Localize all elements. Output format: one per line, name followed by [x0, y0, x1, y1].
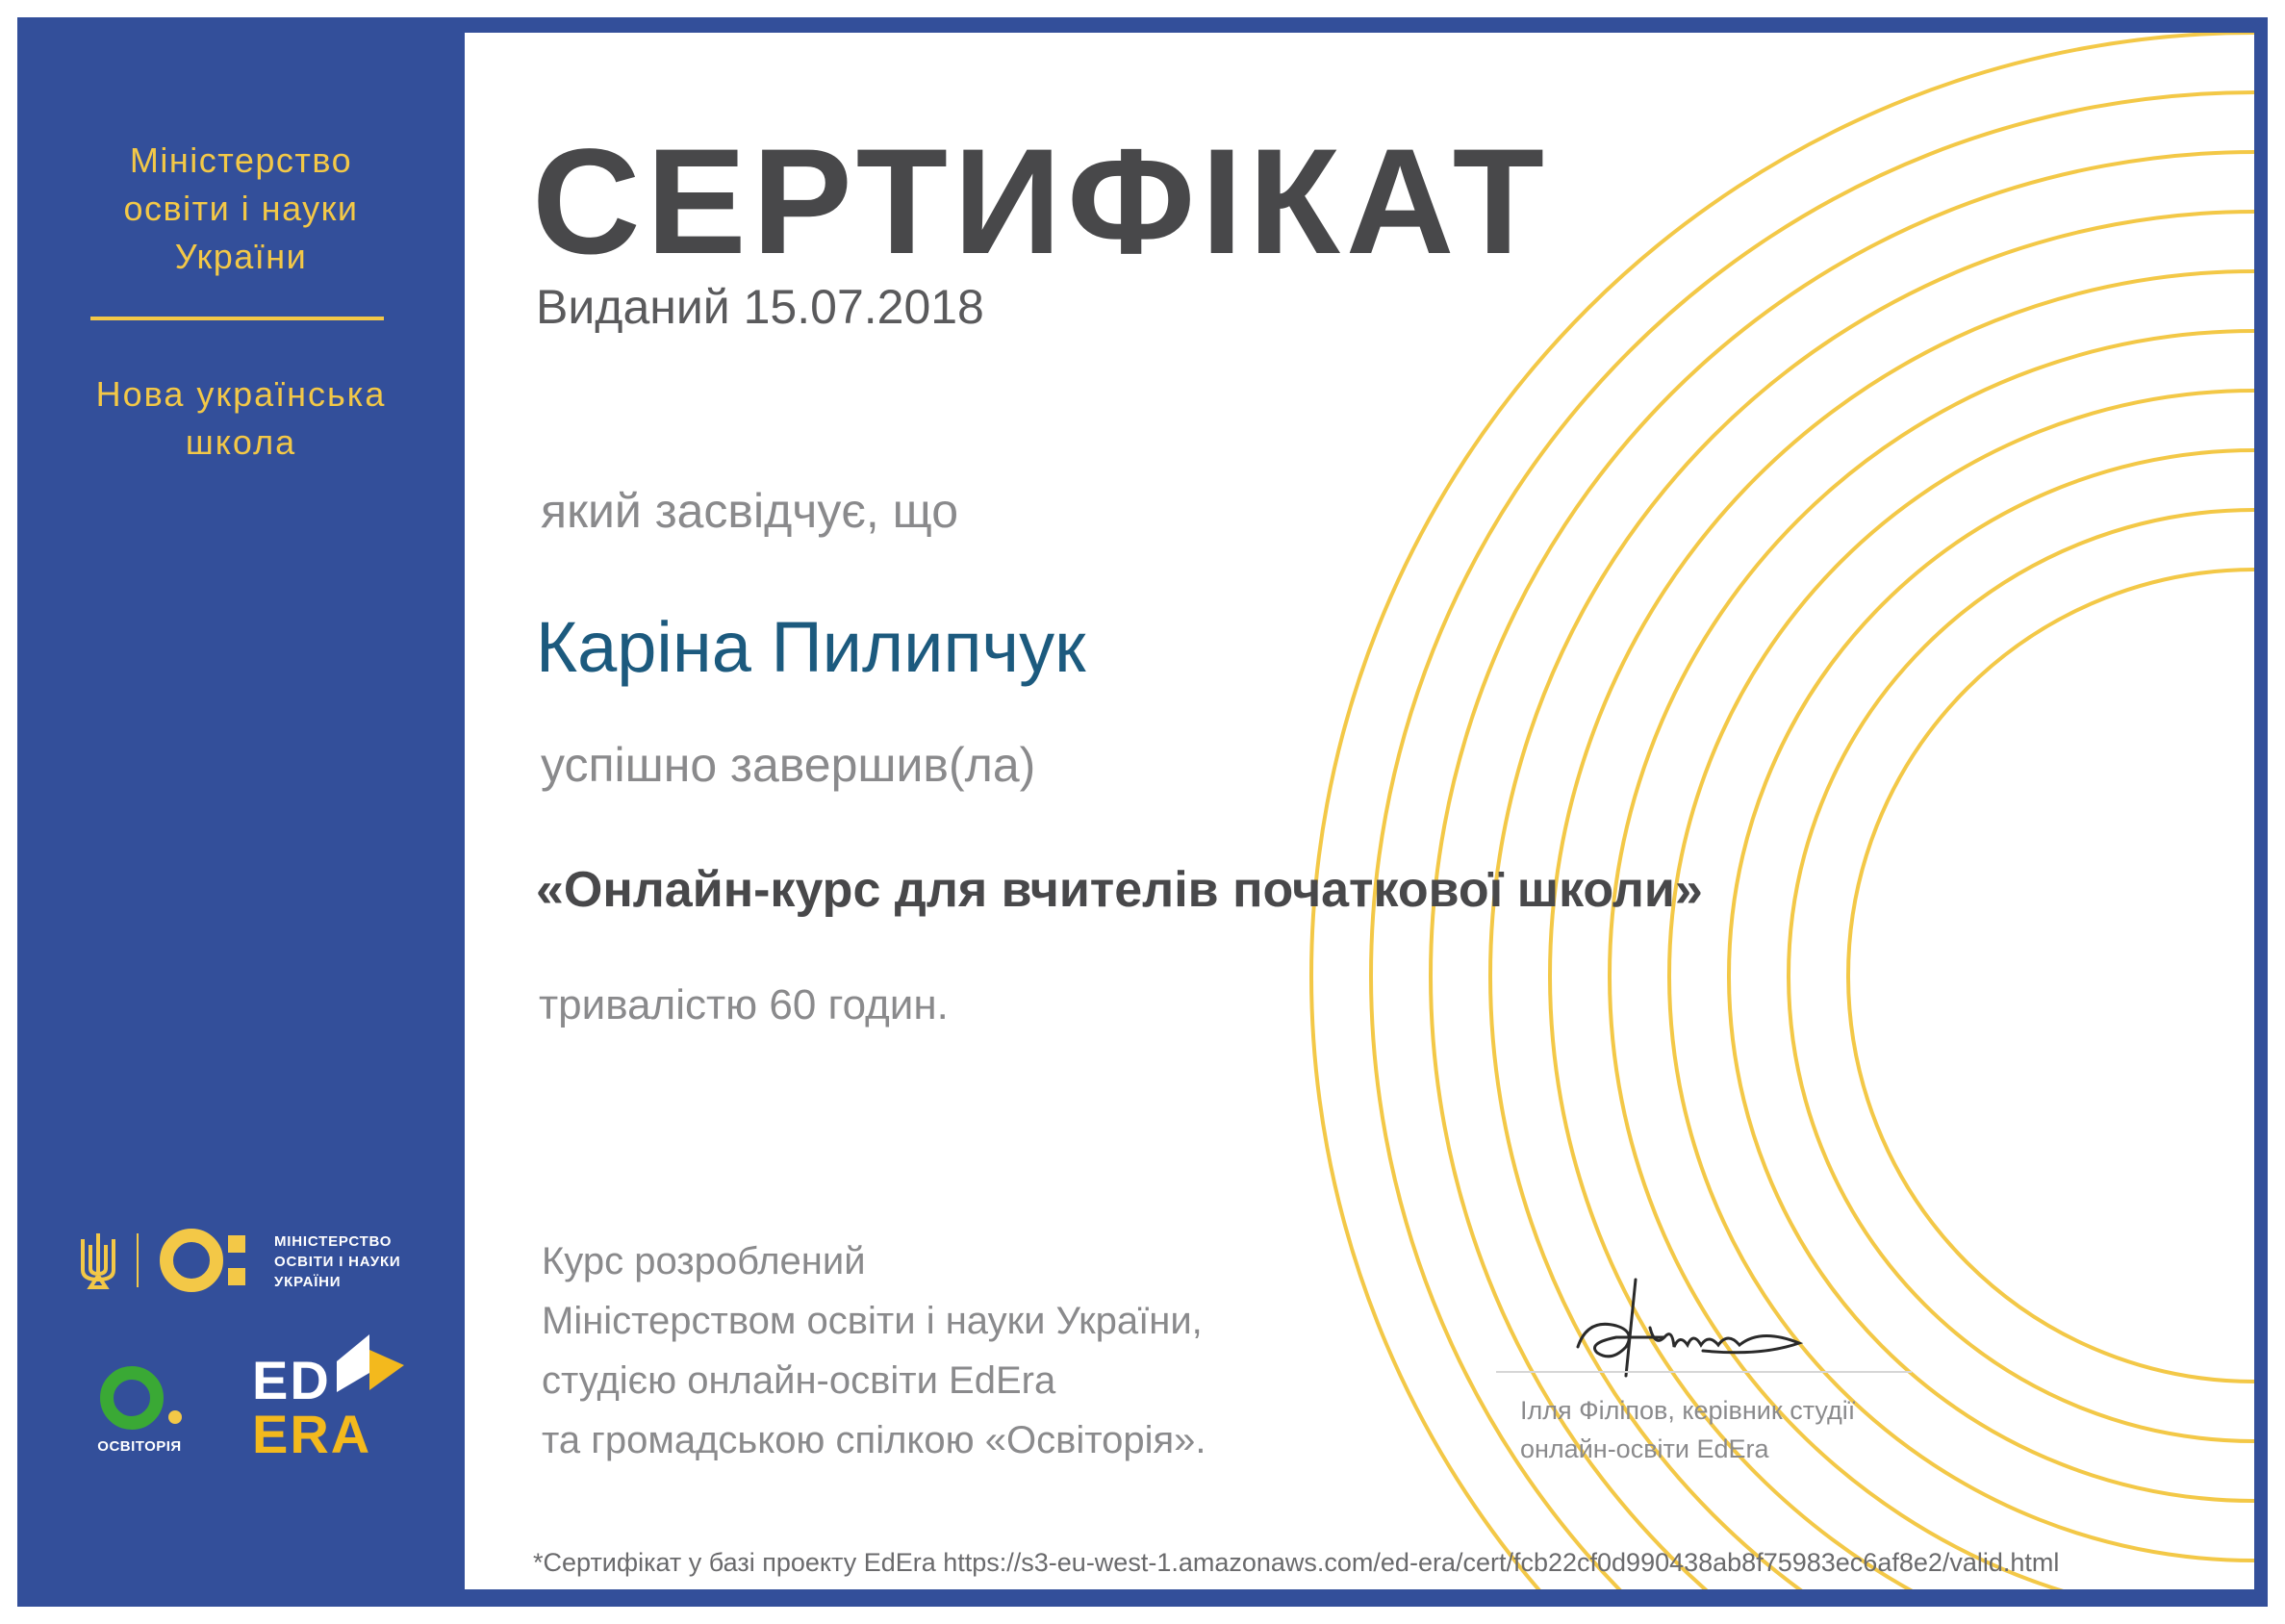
developed-by-text: Курс розроблений Міністерством освіти і науки України, студією онлайн-освіти EdEra та громадською спілкою «Освіторія». [542, 1240, 1206, 1461]
logo-separator [137, 1233, 139, 1287]
ministry-logo [77, 1222, 443, 1299]
mon-logo-icon [159, 1226, 265, 1295]
recipient-name: Каріна Пилипчук [536, 607, 1086, 687]
edera-logo [252, 1332, 406, 1464]
mon-logo-text: МІНІСТЕРСТВО ОСВІТИ І НАУКИ УКРАЇНИ [274, 1233, 401, 1290]
verification-footnote: *Сертифікат у базі проекту EdEra https://s3-eu-west-1.amazonaws.com/ed-era/cert/fcb22cf0d990438ab8f75983ec6af8e2/valid.html [533, 1548, 2060, 1577]
edera-bottom-text: ERA [252, 1404, 372, 1464]
top-border [465, 17, 2268, 33]
signature-image [1559, 1270, 1828, 1385]
sidebar-divider [90, 317, 384, 320]
decorative-ring [1789, 510, 2254, 1441]
osvitoria-logo [87, 1361, 192, 1458]
completed-text: успішно завершив(ла) [541, 738, 1036, 792]
issue-date: Виданий 15.07.2018 [536, 280, 984, 334]
course-title: «Онлайн-курс для вчителів початкової школи» [536, 862, 1703, 918]
certificate-title: СЕРТИФІКАТ [532, 118, 1551, 286]
osvitoria-label: ОСВІТОРІЯ [97, 1438, 182, 1455]
certifies-text: який засвідчує, що [541, 484, 959, 538]
program-name: Нова українська школа [95, 374, 387, 462]
trident-icon [77, 1231, 119, 1293]
decorative-ring [1848, 570, 2254, 1382]
course-duration: тривалістю 60 годин. [539, 981, 949, 1028]
signer-caption: Ілля Філіпов, керівник студії онлайн-освіти EdEra [1520, 1396, 1856, 1463]
edera-wordmark [252, 1350, 372, 1464]
ministry-name: Міністерство освіти і науки України [123, 140, 359, 276]
edera-top-text: ED [252, 1350, 331, 1410]
signature-line [1496, 1371, 1912, 1373]
osvitoria-icon [87, 1361, 192, 1438]
bottom-border [465, 1589, 2268, 1607]
right-border [2254, 17, 2268, 1607]
